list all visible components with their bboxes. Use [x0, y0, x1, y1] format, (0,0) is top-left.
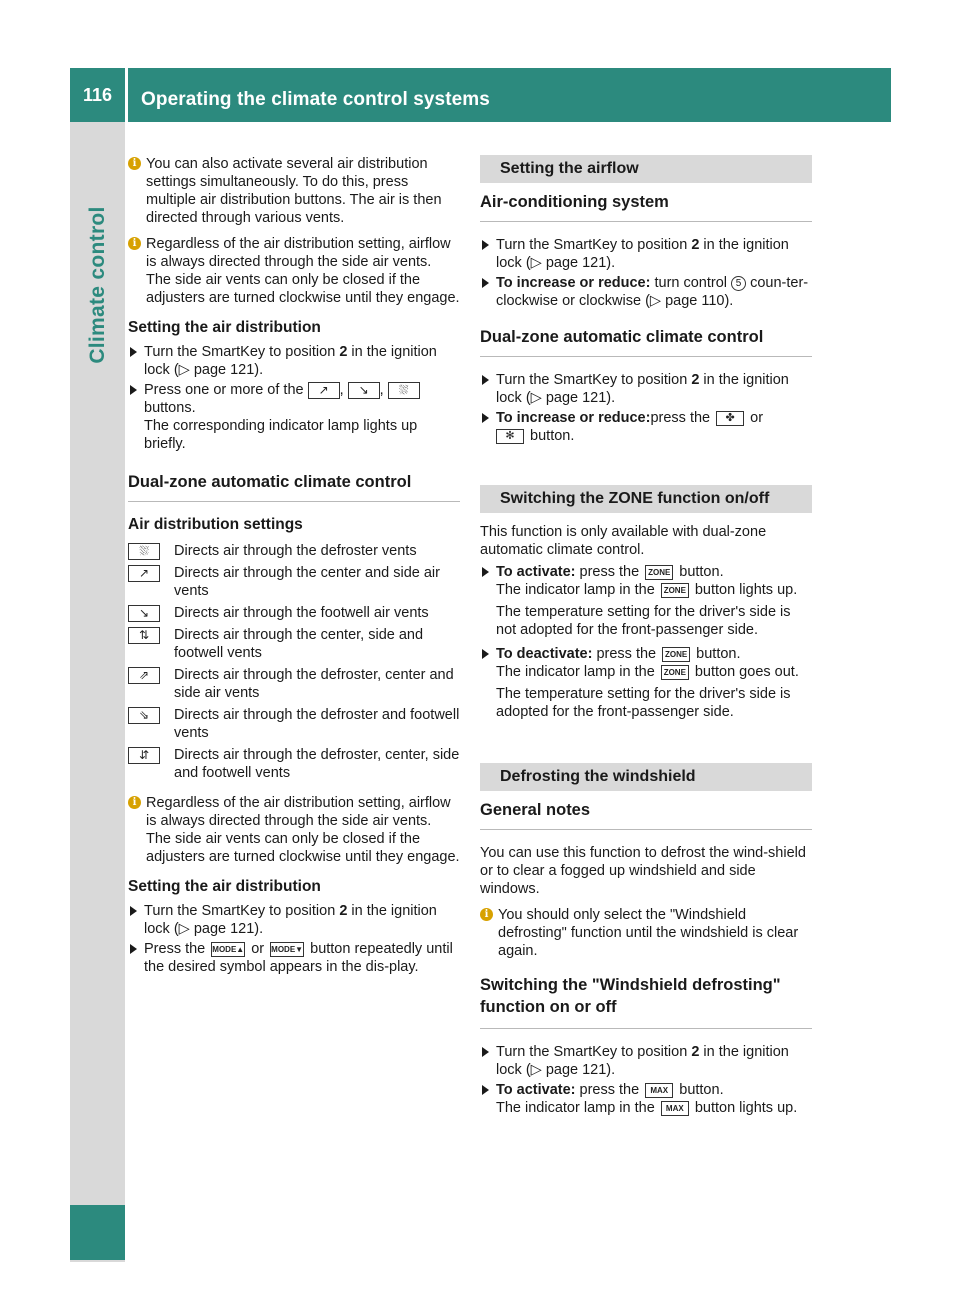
info-note — [128, 794, 460, 866]
step-item — [480, 563, 812, 639]
arrow-icon — [482, 1085, 489, 1095]
step-text: button goes out. — [694, 664, 799, 680]
page-title: Operating the climate control systems — [141, 89, 490, 110]
step-item — [480, 1081, 812, 1117]
section-heading: Air distribution settings — [128, 516, 303, 533]
max-defrost-button-icon: MAX — [645, 1083, 673, 1098]
arrow-icon — [482, 567, 489, 577]
footwell-vent-icon: ↘ — [128, 605, 160, 622]
dist-text: Directs air through the defroster vents — [174, 543, 417, 559]
page-number: 116 — [82, 85, 113, 105]
step-bold: To activate: — [496, 564, 576, 580]
info-text: Regardless of the air distribution setting, airflow is always directed through the side air vents. The side air vents can only be closed if the adjusters are turned clockwise until they engage. — [146, 795, 460, 865]
info-text: You should only select the "Windshield defrosting" function until the windshield is clear again. — [498, 907, 799, 959]
dist-row — [128, 746, 460, 782]
arrow-icon — [482, 413, 489, 423]
zone-button-icon: ZONE — [661, 665, 689, 680]
zone-button-icon: ZONE — [662, 647, 690, 662]
dist-text: Directs air through the defroster, center, side and footwell vents — [174, 747, 460, 781]
arrow-icon — [482, 240, 489, 250]
side-tab-marker — [70, 1205, 125, 1260]
section-heading-switch: Switching the "Windshield defrosting" function on or off — [480, 974, 812, 1029]
center-vent-icon: ↗ — [128, 565, 160, 582]
section-heading: Setting the air distribution — [128, 878, 321, 895]
dist-row — [128, 542, 460, 560]
section-bar-zone: Switching the ZONE function on/off — [480, 485, 812, 513]
step-text: press the — [592, 646, 657, 662]
step-text: button lights up. — [694, 582, 798, 598]
dist-text: Directs air through the footwell air vents — [174, 605, 429, 621]
arrow-icon — [130, 347, 137, 357]
dist-row — [128, 604, 460, 622]
info-icon: i — [128, 237, 141, 250]
step-text: in the ignition lock (▷ page 121). — [144, 903, 437, 937]
fan-up-button-icon: ✤ — [716, 411, 744, 426]
center-vent-icon: ↗ — [308, 382, 340, 399]
info-note — [128, 155, 460, 227]
defrost-center-footwell-vent-icon: ⇵ — [128, 747, 160, 764]
step-text: The temperature setting for the driver's side is not adopted for the front-passenger side. — [496, 604, 791, 638]
step-text: The indicator lamp in the — [496, 582, 655, 598]
section-heading-ac: Air-conditioning system — [480, 193, 812, 222]
info-icon: i — [128, 157, 141, 170]
right-column — [480, 155, 812, 1119]
step-bold: To increase or reduce: — [496, 275, 651, 291]
step-item — [128, 343, 460, 379]
step-bold: To activate: — [496, 1082, 576, 1098]
step-text: The temperature setting for the driver's side is adopted for the front-passenger side. — [496, 686, 791, 720]
step-text: press the — [575, 564, 640, 580]
step-bold: To increase or reduce: — [496, 410, 651, 426]
dist-row — [128, 666, 460, 702]
step-text: in the ignition lock (▷ page 121). — [496, 372, 789, 406]
center-footwell-vent-icon: ⇅ — [128, 627, 160, 644]
zone-intro: This function is only available with dual-zone automatic climate control. — [480, 524, 767, 558]
max-defrost-button-icon: MAX — [661, 1101, 689, 1116]
step-bold: 2 — [339, 903, 348, 919]
dist-text: Directs air through the defroster, center and side air vents — [174, 667, 454, 701]
step-item — [480, 371, 812, 407]
arrow-icon — [482, 1047, 489, 1057]
arrow-icon — [130, 385, 137, 395]
step-text: button repeatedly until the desired symbol appears in the dis-play. — [144, 941, 453, 975]
step-item — [128, 902, 460, 938]
step-text: Press one or more of the — [144, 382, 304, 398]
left-column — [128, 155, 460, 978]
defrost-footwell-vent-icon: ⇘ — [128, 707, 160, 724]
step-text: Press the — [144, 941, 206, 957]
mode-up-button-icon: MODE▲ — [211, 942, 245, 957]
section-heading: Setting the air distribution — [128, 319, 321, 336]
fan-down-button-icon: ✻ — [496, 429, 524, 444]
step-text: coun-ter-clockwise or clockwise (▷ page 110). — [496, 275, 809, 309]
info-text: You can also activate several air distribution settings simultaneously. To do this, press multiple air distribution buttons. The air is then directed through various vents. — [146, 156, 442, 226]
arrow-icon — [482, 375, 489, 385]
zone-button-icon: ZONE — [645, 565, 673, 580]
step-bold: 2 — [339, 344, 348, 360]
step-bold: 2 — [691, 1044, 700, 1060]
step-item — [480, 645, 812, 721]
step-bold: 2 — [691, 237, 700, 253]
step-text: Turn the SmartKey to position — [144, 344, 340, 360]
step-text: Turn the SmartKey to position — [496, 1044, 692, 1060]
step-text: button. — [679, 1082, 724, 1098]
step-text: Turn the SmartKey to position — [496, 237, 692, 253]
arrow-icon — [482, 649, 489, 659]
defrost-center-vent-icon: ⇗ — [128, 667, 160, 684]
step-text: button. — [696, 646, 741, 662]
section-heading-dual-zone: Dual-zone automatic climate control — [128, 473, 460, 502]
step-text: turn control — [650, 275, 732, 291]
step-item — [480, 409, 812, 445]
section-bar-airflow: Setting the airflow — [480, 155, 812, 183]
step-text: button lights up. — [694, 1100, 798, 1116]
general-text: You can use this function to defrost the wind-shield or to clear a fogged up windshield and side windows. — [480, 845, 806, 897]
header-divider — [125, 68, 128, 122]
defrost-vent-icon: ⛆ — [388, 382, 420, 399]
info-text: Regardless of the air distribution setting, airflow is always directed through the side air vents. The side air vents can only be closed if the adjusters are turned clockwise until they engage. — [146, 236, 460, 306]
step-text: in the ignition lock (▷ page 121). — [144, 344, 437, 378]
section-heading-general: General notes — [480, 801, 812, 830]
step-text: button. — [530, 428, 575, 444]
side-tab-label: Climate control — [85, 205, 109, 364]
info-icon: i — [128, 796, 141, 809]
step-item — [480, 274, 812, 310]
dist-row — [128, 706, 460, 742]
arrow-icon — [130, 906, 137, 916]
defrost-vent-icon: ⛆ — [128, 543, 160, 560]
step-bold: To deactivate: — [496, 646, 593, 662]
footwell-vent-icon: ↘ — [348, 382, 380, 399]
section-heading-dual: Dual-zone automatic climate control — [480, 328, 812, 357]
info-icon: i — [480, 908, 493, 921]
dist-row — [128, 626, 460, 662]
step-text: press the — [575, 1082, 640, 1098]
info-note — [128, 235, 460, 307]
step-text: The indicator lamp in the — [496, 664, 655, 680]
arrow-icon — [130, 944, 137, 954]
step-bold: 2 — [691, 372, 700, 388]
dist-text: Directs air through the center and side air vents — [174, 565, 440, 599]
step-text: buttons. — [144, 400, 196, 416]
step-text: or — [750, 410, 764, 426]
step-item: Press one or more of the ↗ , ↘ , ⛆ buttons. The corresponding indicator lamp lights up briefly. — [128, 381, 460, 453]
dist-text: Directs air through the defroster and footwell vents — [174, 707, 460, 741]
dist-row — [128, 564, 460, 600]
zone-button-icon: ZONE — [661, 583, 689, 598]
step-item — [128, 940, 460, 976]
step-item — [480, 1043, 812, 1079]
section-bar-defrost: Defrosting the windshield — [480, 763, 812, 791]
step-text: press the — [650, 410, 711, 426]
step-text: button. — [679, 564, 724, 580]
mode-down-button-icon: MODE▼ — [270, 942, 304, 957]
info-note — [480, 906, 812, 960]
side-tab-label-wrap — [70, 122, 125, 447]
step-text: in the ignition lock (▷ page 121). — [496, 237, 789, 271]
step-text: Turn the SmartKey to position — [496, 372, 692, 388]
control-number-icon: 5 — [731, 276, 746, 291]
arrow-icon — [482, 278, 489, 288]
step-text: The corresponding indicator lamp lights up briefly. — [144, 418, 418, 452]
step-text: in the ignition lock (▷ page 121). — [496, 1044, 789, 1078]
step-text: The indicator lamp in the — [496, 1100, 655, 1116]
step-item — [480, 236, 812, 272]
step-text: or — [251, 941, 265, 957]
dist-text: Directs air through the center, side and footwell vents — [174, 627, 424, 661]
step-text: Turn the SmartKey to position — [144, 903, 340, 919]
